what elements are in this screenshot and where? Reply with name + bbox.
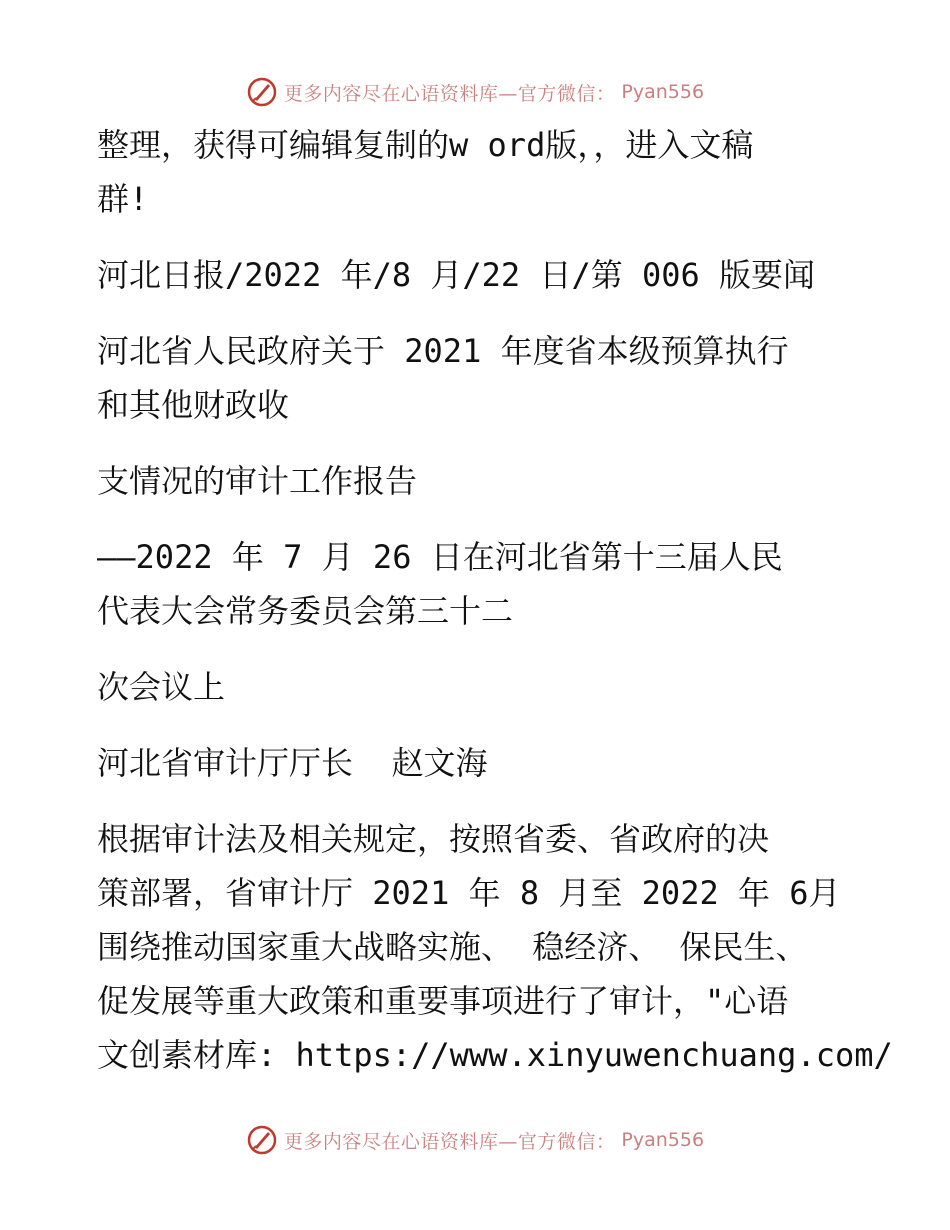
paragraph-line: 促发展等重大政策和重要事项进行了审计，"心语 bbox=[97, 982, 789, 1020]
paragraph-line: ——2022 年 7 月 26 日在河北省第十三届人民 bbox=[97, 538, 783, 576]
paragraph-line: 整理，获得可编辑复制的w ord版，，进入文稿 bbox=[97, 126, 754, 164]
paragraph-line: 代表大会常务委员会第三十二 bbox=[97, 592, 514, 630]
paragraph-line: 策部署，省审计厅 2021 年 8 月至 2022 年 6月 bbox=[97, 874, 841, 912]
paragraph-line: 群! bbox=[97, 180, 149, 218]
paragraph-line: 和其他财政收 bbox=[97, 386, 290, 424]
paragraph-line: 河北日报/2022 年/8 月/22 日/第 006 版要闻 bbox=[97, 256, 816, 294]
footer-banner bbox=[0, 1120, 950, 1160]
paragraph-line: 根据审计法及相关规定，按照省委、省政府的决 bbox=[97, 820, 770, 858]
footer-banner-text: 更多内容尽在心语资料库—官方微信： bbox=[283, 1130, 616, 1153]
paragraph-line: 文创素材库: https://www.xinyuwenchuang.com/ bbox=[97, 1036, 893, 1074]
header-wechat-id: Pyan556 bbox=[621, 81, 705, 103]
paragraph-line: 围绕推动国家重大战略实施、 稳经济、 保民生、 bbox=[97, 928, 808, 966]
author-line: 河北省审计厅厅长 赵文海 bbox=[97, 744, 488, 782]
footer-wechat-id: Pyan556 bbox=[621, 1129, 705, 1151]
quill-logo-icon bbox=[246, 1124, 278, 1156]
paragraph-line: 河北省人民政府关于 2021 年度省本级预算执行 bbox=[97, 332, 789, 370]
paragraph-line: 次会议上 bbox=[97, 668, 226, 706]
header-banner-text: 更多内容尽在心语资料库—官方微信： bbox=[283, 82, 616, 105]
quill-logo-icon bbox=[246, 76, 278, 108]
paragraph-line: 支情况的审计工作报告 bbox=[97, 462, 418, 500]
document-body bbox=[97, 118, 893, 1082]
header-banner bbox=[0, 72, 950, 112]
